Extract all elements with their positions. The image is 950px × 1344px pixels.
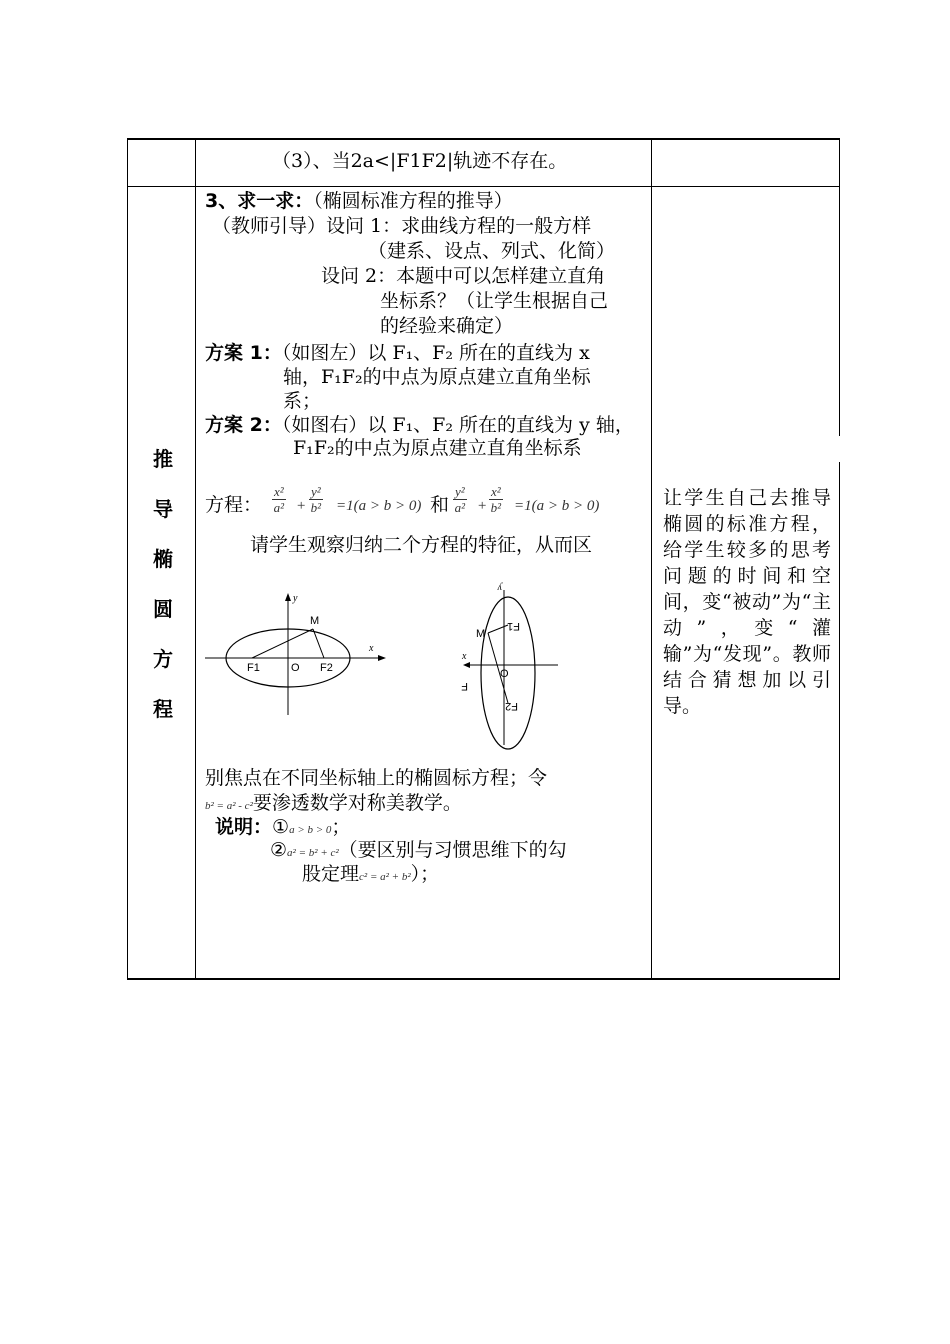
distinguish-line-2 <box>205 791 462 816</box>
section-label-char: 方 <box>153 647 173 671</box>
left-label-x: x <box>369 643 374 654</box>
plan-1-line-1 <box>205 341 590 366</box>
note-mark-2: ② <box>270 839 288 861</box>
question-2-line-1: 设问 2：本题中可以怎样建立直角 <box>321 265 606 287</box>
right-label-F1: F1 <box>507 620 520 632</box>
note-label: 说明： <box>215 816 273 838</box>
right-mf1 <box>488 625 508 633</box>
eq2-frac-y: $\frac{\text{y²}}{\text{a²}}$ <box>454 484 466 515</box>
figure-left-ellipse <box>200 585 390 720</box>
right-label-O: O <box>500 668 509 680</box>
plan-2-label: 方案 2： <box>205 414 282 436</box>
section-label-char: 圆 <box>153 597 173 621</box>
eq1-plus: + <box>296 498 307 514</box>
equation-label: 方程： <box>205 494 263 516</box>
table-border-top <box>127 138 840 140</box>
note-line-1 <box>215 815 350 840</box>
section-label <box>153 447 173 748</box>
eq1-condition: =1(a > b > 0) <box>336 498 422 514</box>
note-end-3: ）； <box>410 863 440 885</box>
note-mark-1: ① <box>272 816 290 838</box>
plan-1-line-2: 轴，F₁F₂的中点为原点建立直角坐标 <box>283 366 591 388</box>
left-label-M: M <box>310 615 320 627</box>
table-border-right-lower <box>839 462 840 980</box>
section-label-char: 程 <box>153 697 173 721</box>
left-label-F1: F1 <box>247 662 260 674</box>
eq2-plus: + <box>477 498 488 514</box>
note-formula-3: c² = a² + b² <box>359 871 411 883</box>
observe-text: 请学生观察归纳二个方程的特征，从而区 <box>250 534 593 556</box>
heading <box>205 189 513 214</box>
right-x-arrow <box>463 662 470 668</box>
note-formula-2: a² = b² + c² <box>287 847 339 859</box>
left-label-O: O <box>291 662 300 674</box>
left-label-y: y <box>293 593 298 604</box>
question-1-line-2: （建系、设点、列式、化简） <box>368 240 616 262</box>
eq2-frac-x: $\frac{\text{x²}}{\text{b²}}$ <box>490 484 502 515</box>
eq1-frac-y: $\frac{\text{y²}}{\text{b²}}$ <box>310 484 322 515</box>
note-rest-2: （要区别与习惯思维下的勾 <box>338 839 567 861</box>
note-line-3 <box>302 862 439 887</box>
question-2-line-3: 的经验来确定） <box>380 315 514 337</box>
eq1-frac-x: $\frac{\text{x²}}{\text{a²}}$ <box>273 484 285 515</box>
figure-right-ellipse <box>450 575 570 755</box>
plan-1-label: 方案 1： <box>205 342 282 364</box>
heading-number: 3、求一求： <box>205 190 314 212</box>
section-label-char: 推 <box>153 447 173 471</box>
left-label-F2: F2 <box>320 662 333 674</box>
equation-and: 和 <box>430 494 450 516</box>
distinguish-line-1: 别焦点在不同坐标轴上的椭圆标方程；令 <box>205 767 548 789</box>
table-border-left <box>127 138 128 980</box>
plan-1-text: （如图左）以 F₁、F₂ 所在的直线为 x <box>281 342 590 364</box>
plan-2-text: （如图右）以 F₁、F₂ 所在的直线为 y 轴， <box>281 414 634 436</box>
formula-b2: b² = a² - c² <box>205 800 253 812</box>
note-line-2 <box>270 838 567 863</box>
table-row-divider <box>127 186 840 187</box>
note-formula-1: a > b > 0 <box>289 824 332 836</box>
question-2-line-2: 坐标系？（让学生根据自己 <box>380 290 609 312</box>
right-label-x: x <box>462 651 467 662</box>
distinguish-rest: 要渗透数学对称美教学。 <box>252 792 462 814</box>
condition-text: （3）、当2a<|F1F2|轨迹不存在。 <box>272 150 568 172</box>
table-border-bottom <box>127 978 840 980</box>
section-label-char: 导 <box>153 497 173 521</box>
left-y-arrow <box>285 593 291 601</box>
right-label-F2: F2 <box>505 700 518 712</box>
right-label-y: y <box>497 582 502 593</box>
plan-1-line-3: 系； <box>283 390 322 412</box>
heading-rest: （椭圆标准方程的推导） <box>313 190 513 212</box>
table-col-divider-1 <box>195 138 196 980</box>
eq2-condition: =1(a > b > 0) <box>514 498 600 514</box>
question-1-line-1: （教师引导）设问 1：求曲线方程的一般方样 <box>212 215 592 237</box>
left-mf1 <box>252 629 313 658</box>
section-label-char: 椭 <box>153 547 173 571</box>
table-col-divider-2 <box>651 138 652 980</box>
note-text-3: 股定理 <box>302 863 360 885</box>
note-end-1: ； <box>331 816 351 838</box>
plan-2-line-1 <box>205 413 634 438</box>
left-x-arrow <box>378 655 386 661</box>
plan-2-line-2: F₁F₂的中点为原点建立直角坐标系 <box>293 437 582 459</box>
table-border-right <box>839 138 840 436</box>
right-label-M: M <box>476 628 486 640</box>
right-label-F: F <box>461 680 468 692</box>
teaching-comment: 让学生自己去推导椭圆的标准方程，给学生较多的思考问题的时间和空间，变“被动”为“主动”，变“灌输”为“发现”。教师结合猜想加以引导。 <box>663 487 831 717</box>
